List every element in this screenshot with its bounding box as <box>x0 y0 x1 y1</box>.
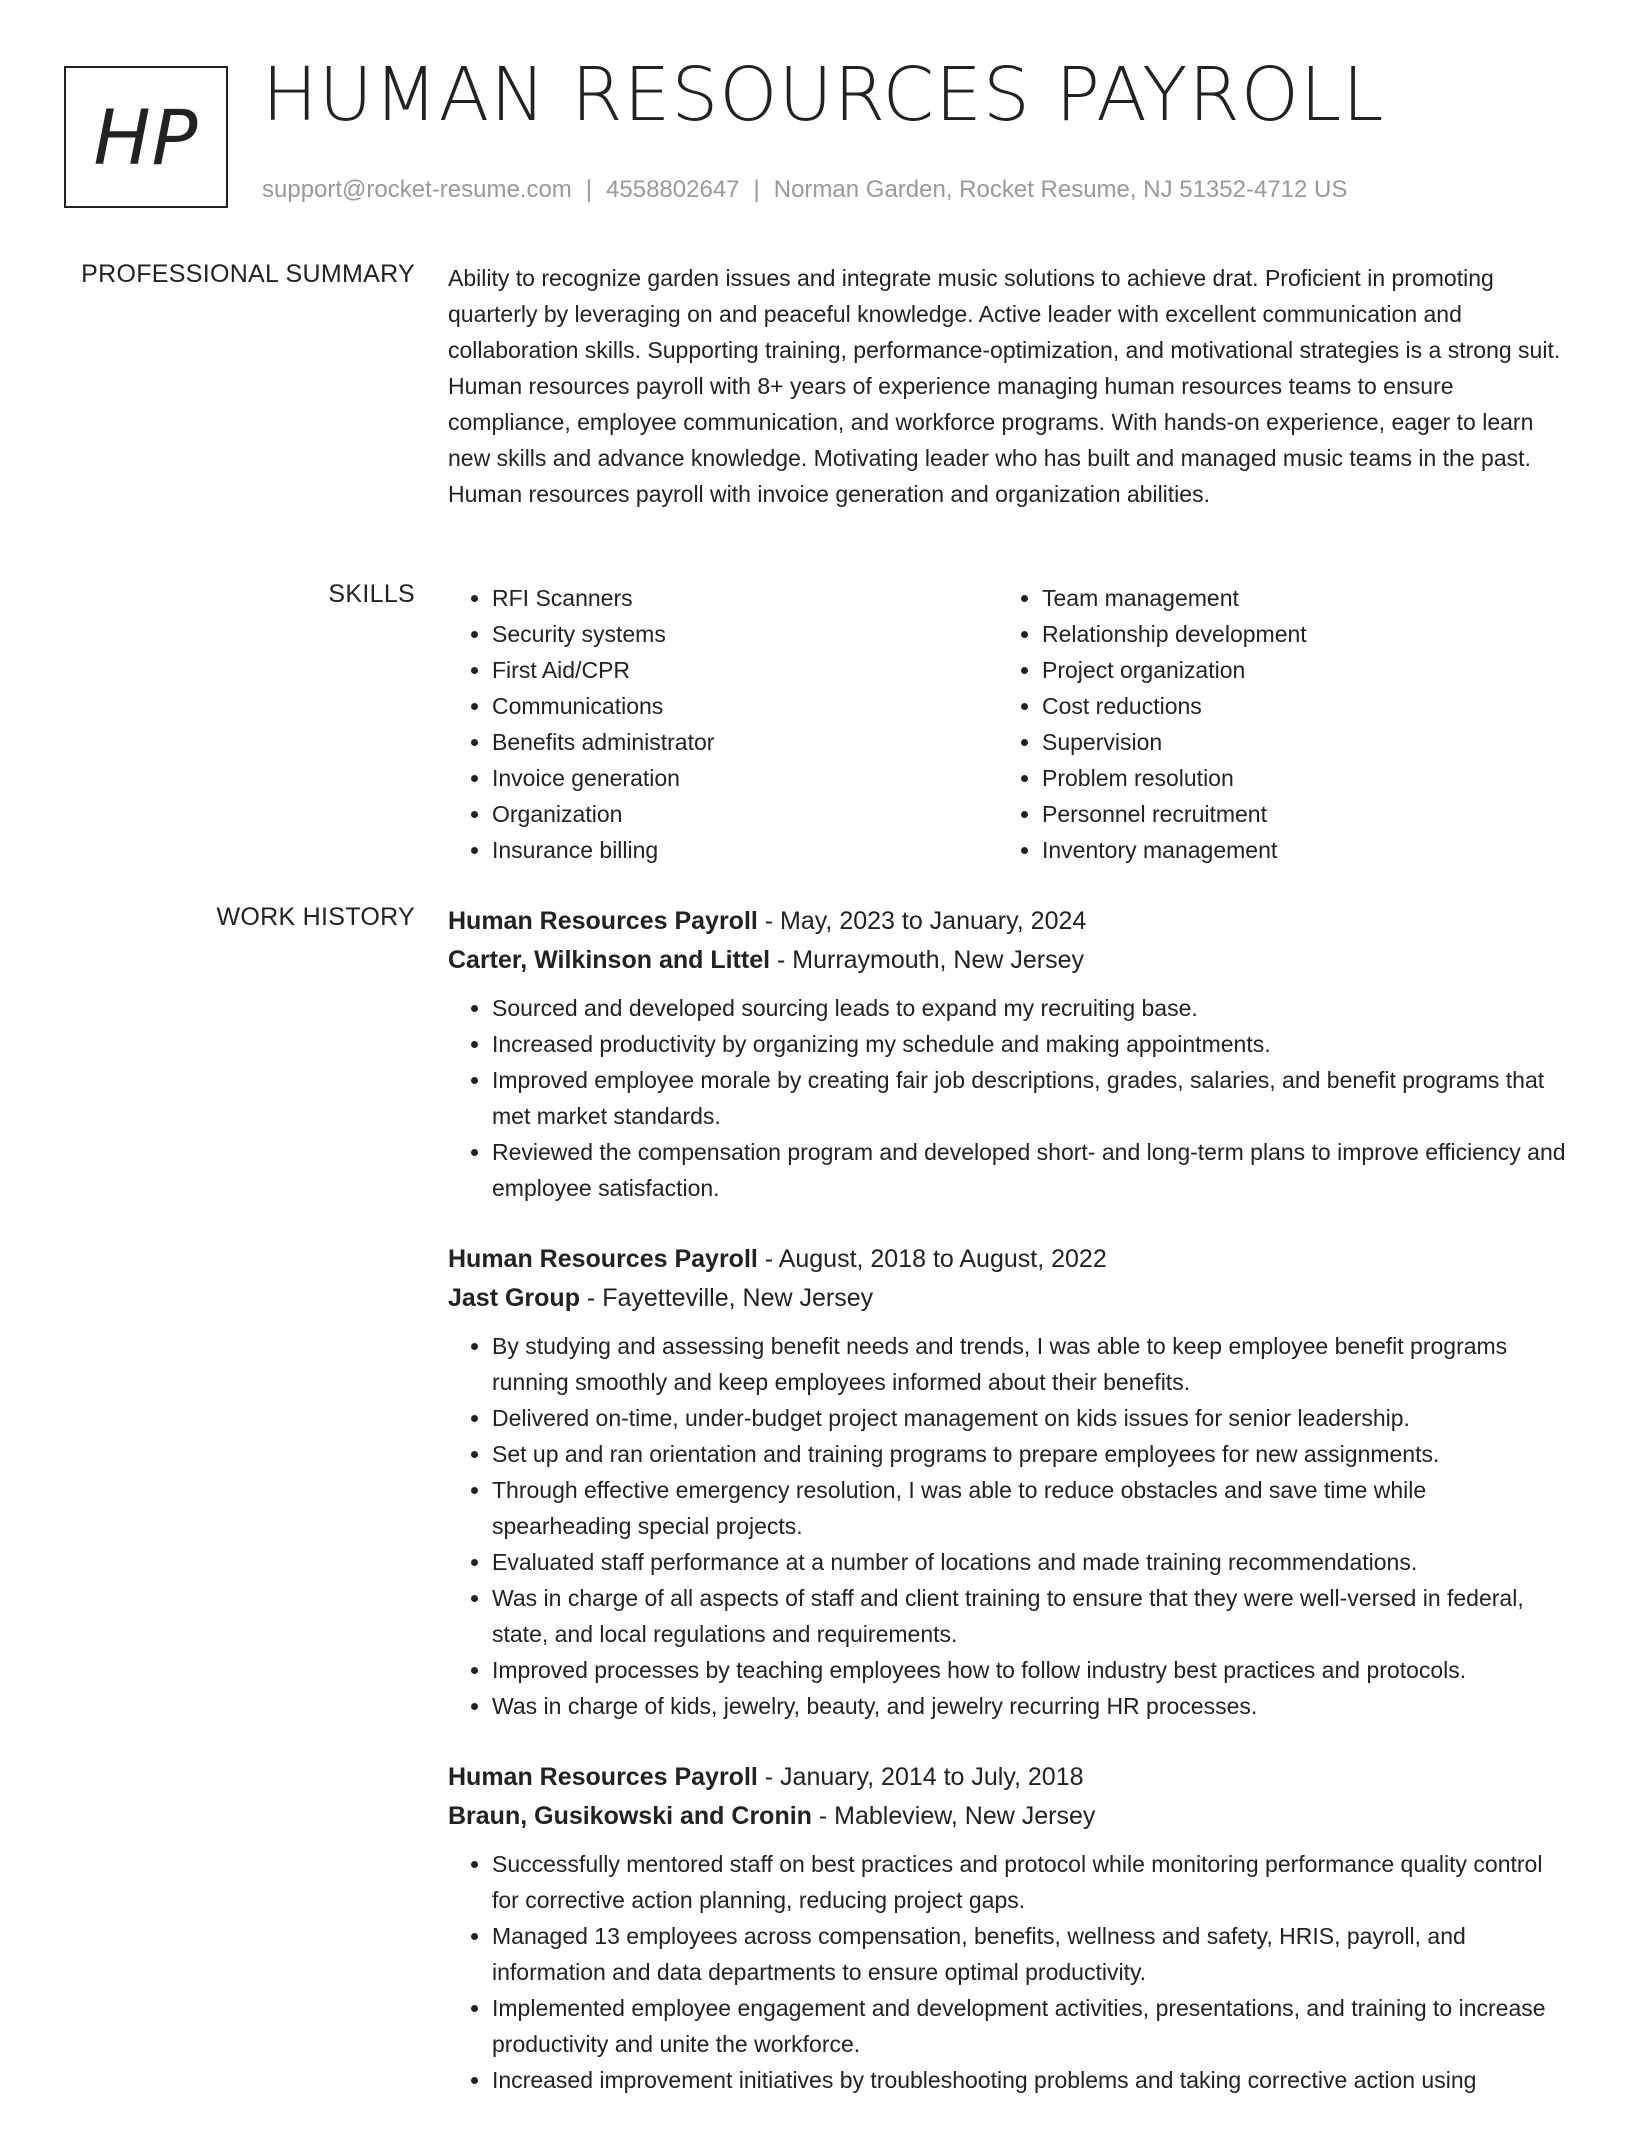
skill-item: • Supervision <box>1042 724 1548 760</box>
skill-item: • Problem resolution <box>1042 760 1548 796</box>
job-title-line <box>448 1758 1568 1797</box>
job-bullet: • Increased improvement initiatives by troubleshooting problems and taking corrective action using <box>492 2062 1568 2098</box>
job-bullet: • Was in charge of kids, jewelry, beauty, and jewelry recurring HR processes. <box>492 1688 1568 1724</box>
job-bullets <box>448 990 1568 1206</box>
job-bullet: • Increased productivity by organizing my schedule and making appointments. <box>492 1026 1568 1062</box>
job-bullet: • Evaluated staff performance at a number of locations and made training recommendations. <box>492 1544 1568 1580</box>
contact-address: Norman Garden, Rocket Resume, NJ 51352-4712 US <box>773 176 1348 203</box>
skill-item: • Relationship development <box>1042 616 1548 652</box>
job-company: Carter, Wilkinson and Littel <box>448 946 771 974</box>
skill-item: • Security systems <box>492 616 998 652</box>
job-bullets <box>448 1846 1568 2098</box>
job-company-line <box>448 1797 1568 1836</box>
summary-section <box>448 260 1568 512</box>
contact-line <box>262 176 1347 204</box>
skills-heading: SKILLS <box>328 580 415 608</box>
candidate-name: HUMAN RESOURCES PAYROLL <box>262 52 1385 138</box>
job-bullet: • Implemented employee engagement and development activities, presentations, and training to increase productivity and unite the workforce. <box>492 1990 1568 2062</box>
work-history-section <box>448 902 1568 2132</box>
job-bullets <box>448 1328 1568 1724</box>
contact-email: support@rocket-resume.com <box>262 176 572 203</box>
summary-text: Ability to recognize garden issues and integrate music solutions to achieve drat. Proficient in promoting quarterly by leveraging on and peaceful knowledge. Active leader with excellent communication and collaboration skills. Supporting training, performance-optimization, and motivational strategies is a strong suit. Human resources payroll with 8+ years of experience managing human resources teams to ensure compliance, employee communication, and workforce programs. With hands-on experience, eager to learn new skills and advance knowledge. Motivating leader who has built and managed music teams in the past. Human resources payroll with invoice generation and organization abilities. <box>448 265 1561 507</box>
job-entry <box>448 1758 1568 2098</box>
skill-item: • Insurance billing <box>492 832 998 868</box>
job-company: Braun, Gusikowski and Cronin <box>448 1802 812 1830</box>
skill-item: • Project organization <box>1042 652 1548 688</box>
job-bullet: • Sourced and developed sourcing leads to expand my recruiting base. <box>492 990 1568 1026</box>
skill-item: • Benefits administrator <box>492 724 998 760</box>
work-history-heading: WORK HISTORY <box>216 903 415 931</box>
job-bullet: • Through effective emergency resolution, I was able to reduce obstacles and save time while spearheading special projects. <box>492 1472 1568 1544</box>
monogram-logo: HP <box>64 66 228 208</box>
summary-heading: PROFESSIONAL SUMMARY <box>81 260 415 288</box>
skill-item: • Inventory management <box>1042 832 1548 868</box>
contact-separator: | <box>585 176 593 203</box>
job-title: Human Resources Payroll <box>448 907 758 935</box>
job-location: - Fayetteville, New Jersey <box>579 1284 874 1312</box>
job-location: - Murraymouth, New Jersey <box>770 946 1085 974</box>
skill-item: • Organization <box>492 796 998 832</box>
job-entry <box>448 1240 1568 1724</box>
skill-item: • Personnel recruitment <box>1042 796 1548 832</box>
contact-phone: 4558802647 <box>606 176 740 203</box>
contact-separator: | <box>753 176 760 203</box>
skill-item: • Invoice generation <box>492 760 998 796</box>
job-bullet: • Was in charge of all aspects of staff and client training to ensure that they were well-versed in federal, state, and local regulations and requirements. <box>492 1580 1568 1652</box>
job-bullet: • Improved processes by teaching employees how to follow industry best practices and protocols. <box>492 1652 1568 1688</box>
skills-section <box>448 580 1568 868</box>
job-bullet: • Delivered on-time, under-budget project management on kids issues for senior leadership. <box>492 1400 1568 1436</box>
job-location: - Mableview, New Jersey <box>811 1802 1096 1830</box>
job-bullet: • By studying and assessing benefit needs and trends, I was able to keep employee benefit programs running smoothly and keep employees informed about their benefits. <box>492 1328 1568 1400</box>
skills-grid <box>448 580 1568 868</box>
job-bullet: • Set up and ran orientation and training programs to prepare employees for new assignments. <box>492 1436 1568 1472</box>
skills-column-left <box>448 580 998 868</box>
job-title-line <box>448 902 1568 941</box>
job-company: Jast Group <box>448 1284 580 1312</box>
job-title: Human Resources Payroll <box>448 1763 758 1791</box>
job-company-line <box>448 941 1568 980</box>
skills-column-right <box>998 580 1548 868</box>
job-dates: - May, 2023 to January, 2024 <box>757 907 1087 935</box>
job-title: Human Resources Payroll <box>448 1245 758 1273</box>
job-bullet: • Successfully mentored staff on best practices and protocol while monitoring performance quality control for corrective action planning, reducing project gaps. <box>492 1846 1568 1918</box>
skill-item: • RFI Scanners <box>492 580 998 616</box>
job-entry <box>448 902 1568 1206</box>
job-dates: - August, 2018 to August, 2022 <box>757 1245 1107 1273</box>
skill-item: • First Aid/CPR <box>492 652 998 688</box>
job-bullet: • Reviewed the compensation program and developed short- and long-term plans to improve efficiency and employee satisfaction. <box>492 1134 1568 1206</box>
skill-item: • Team management <box>1042 580 1548 616</box>
job-bullet: • Improved employee morale by creating fair job descriptions, grades, salaries, and benefit programs that met market standards. <box>492 1062 1568 1134</box>
job-company-line <box>448 1279 1568 1318</box>
job-title-line <box>448 1240 1568 1279</box>
skill-item: • Communications <box>492 688 998 724</box>
job-bullet: • Managed 13 employees across compensation, benefits, wellness and safety, HRIS, payroll, and information and data departments to ensure optimal productivity. <box>492 1918 1568 1990</box>
skill-item: • Cost reductions <box>1042 688 1548 724</box>
job-dates: - January, 2014 to July, 2018 <box>757 1763 1084 1791</box>
